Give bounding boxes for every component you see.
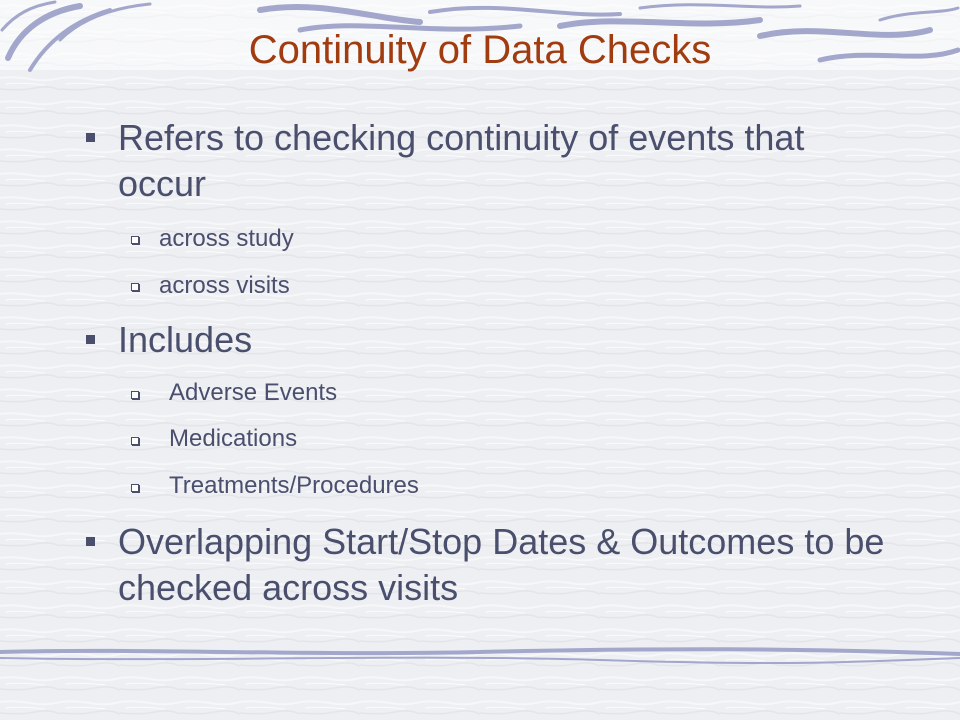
sub-bullet-box-icon [131, 484, 139, 492]
bullet-square-icon [86, 537, 95, 546]
sub-bullet-across-study: across study [159, 225, 294, 252]
sub-bullet-box-icon [131, 391, 139, 399]
sub-bullet-medications: Medications [169, 425, 298, 452]
sub-bullet-box-icon [131, 437, 139, 445]
bullet-square-icon [86, 133, 95, 142]
slide-title: Continuity of Data Checks [248, 28, 712, 72]
sub-bullet-treatments-procedures: Treatments/Procedures [169, 472, 419, 499]
bullet-main-continuity: Refers to checking continuity of events that occur [118, 117, 805, 204]
bullet-main-includes: Includes [118, 319, 253, 360]
bullet-main-overlapping-dates: Overlapping Start/Stop Dates & Outcomes to be checked across visits [118, 521, 885, 608]
sub-bullet-adverse-events: Adverse Events [169, 379, 338, 406]
bullet-square-icon [86, 335, 95, 344]
sub-bullet-box-icon [131, 236, 139, 244]
sub-bullet-across-visits: across visits [159, 272, 290, 299]
sub-bullet-box-icon [131, 283, 139, 291]
